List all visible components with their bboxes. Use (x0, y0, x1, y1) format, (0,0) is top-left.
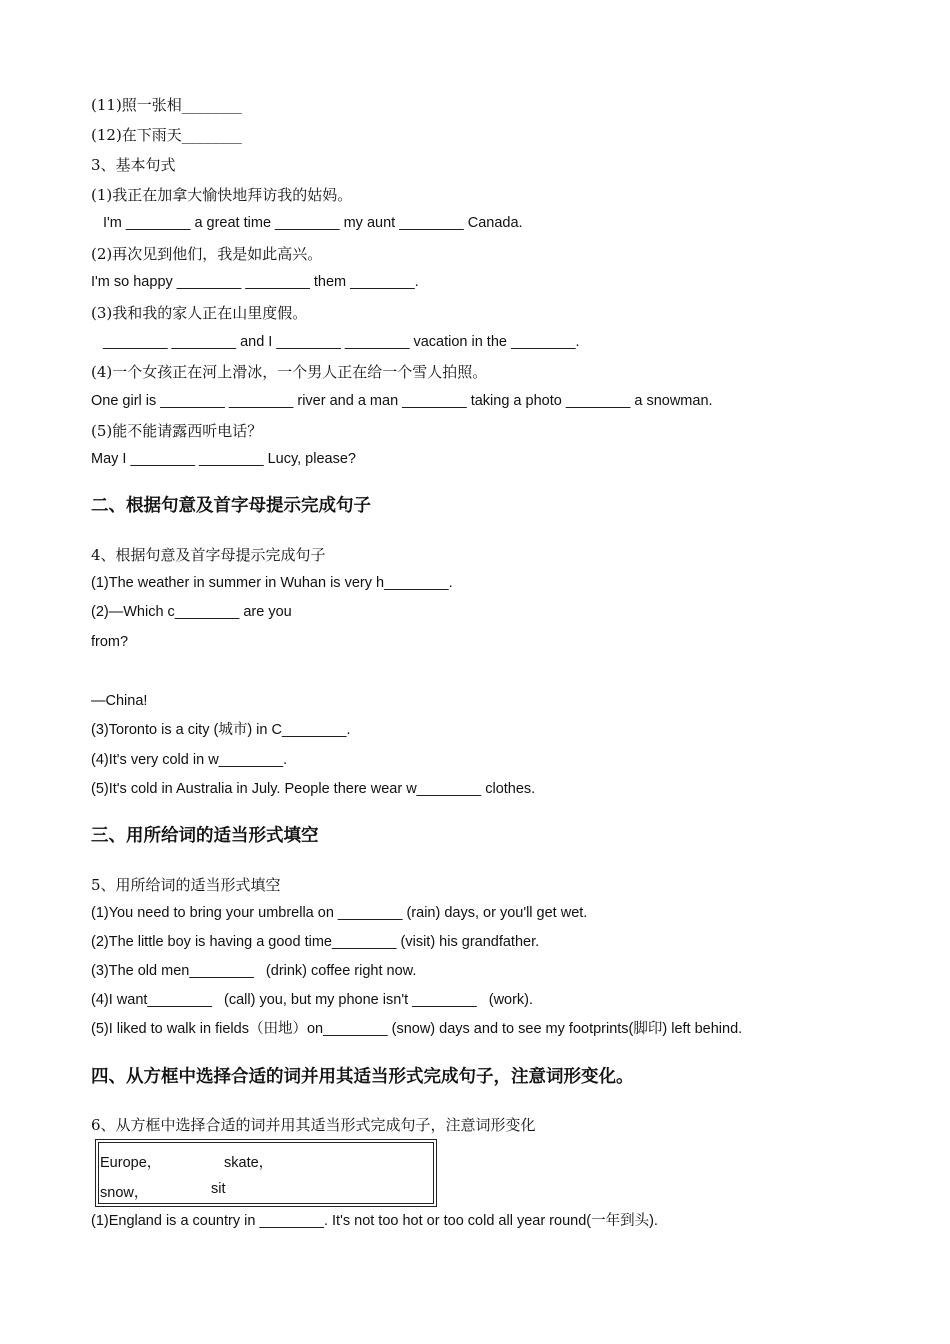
word-sit: sit (211, 1181, 226, 1197)
section-2-heading: 二、根据句意及首字母提示完成句子 (91, 496, 371, 516)
word-box-inner-border (98, 1142, 434, 1204)
section-3-heading: 三、用所给词的适当形式填空 (91, 826, 319, 846)
word-box (95, 1139, 437, 1207)
sentence-1-chinese: (1)我正在加拿大愉快地拜访我的姑妈。 (91, 186, 353, 204)
section-3-title: 3、基本句式 (91, 156, 176, 174)
word-skate: skate， (224, 1155, 274, 1171)
question-4-item-1: (1)The weather in summer in Wuhan is very h________. (91, 575, 453, 591)
word-europe: Europe， (100, 1155, 162, 1171)
sentence-2-english: I'm so happy ________ ________ them ________. (91, 274, 419, 290)
sentence-3-chinese: (3)我和我的家人正在山里度假。 (91, 304, 308, 322)
question-4-item-2-answer: —China! (91, 693, 148, 709)
question-4-item-3: (3)Toronto is a city (城市) in C________. (91, 722, 351, 738)
sentence-5-english: May I ________ ________ Lucy, please? (91, 451, 356, 467)
word-snow: snow， (100, 1185, 149, 1201)
sentence-5-chinese: (5)能不能请露西听电话？ (91, 422, 263, 440)
sentence-1-english: I'm ________ a great time ________ my aunt ________ Canada. (103, 215, 523, 231)
question-5-item-3: (3)The old men________ (drink) coffee right now. (91, 963, 417, 979)
sentence-4-chinese: (4)一个女孩正在河上滑冰，一个男人正在给一个雪人拍照。 (91, 363, 488, 381)
question-4-item-4: (4)It's very cold in w________. (91, 752, 288, 768)
phrase-11: (11)照一张相________ (91, 96, 242, 114)
sentence-2-chinese: (2)再次见到他们，我是如此高兴。 (91, 245, 323, 263)
question-5-item-1: (1)You need to bring your umbrella on ________ (rain) days, or you'll get wet. (91, 905, 588, 921)
question-5-title: 5、用所给词的适当形式填空 (91, 876, 281, 894)
question-4-title: 4、根据句意及首字母提示完成句子 (91, 546, 326, 564)
question-6-title: 6、从方框中选择合适的词并用其适当形式完成句子，注意词形变化 (91, 1116, 536, 1134)
question-5-item-5: (5)I liked to walk in fields（田地）on________ (snow) days and to see my footprints(脚印) left behind. (91, 1021, 743, 1037)
section-4-heading: 四、从方框中选择合适的词并用其适当形式完成句子，注意词形变化。 (91, 1067, 634, 1087)
question-6-item-1: (1)England is a country in ________. It's not too hot or too cold all year round(一年到头). (91, 1213, 658, 1229)
question-5-item-2: (2)The little boy is having a good time________ (visit) his grandfather. (91, 934, 540, 950)
phrase-12: (12)在下雨天________ (91, 126, 242, 144)
question-4-item-2-cont: from? (91, 634, 129, 650)
question-4-item-2: (2)—Which c________ are you (91, 604, 292, 620)
sentence-4-english: One girl is ________ ________ river and a man ________ taking a photo ________ a snowman. (91, 393, 713, 409)
sentence-3-english: ________ ________ and I ________ ________ vacation in the ________. (103, 334, 580, 350)
question-4-item-5: (5)It's cold in Australia in July. People there wear w________ clothes. (91, 781, 536, 797)
question-5-item-4: (4)I want________ (call) you, but my phone isn't ________ (work). (91, 992, 534, 1008)
